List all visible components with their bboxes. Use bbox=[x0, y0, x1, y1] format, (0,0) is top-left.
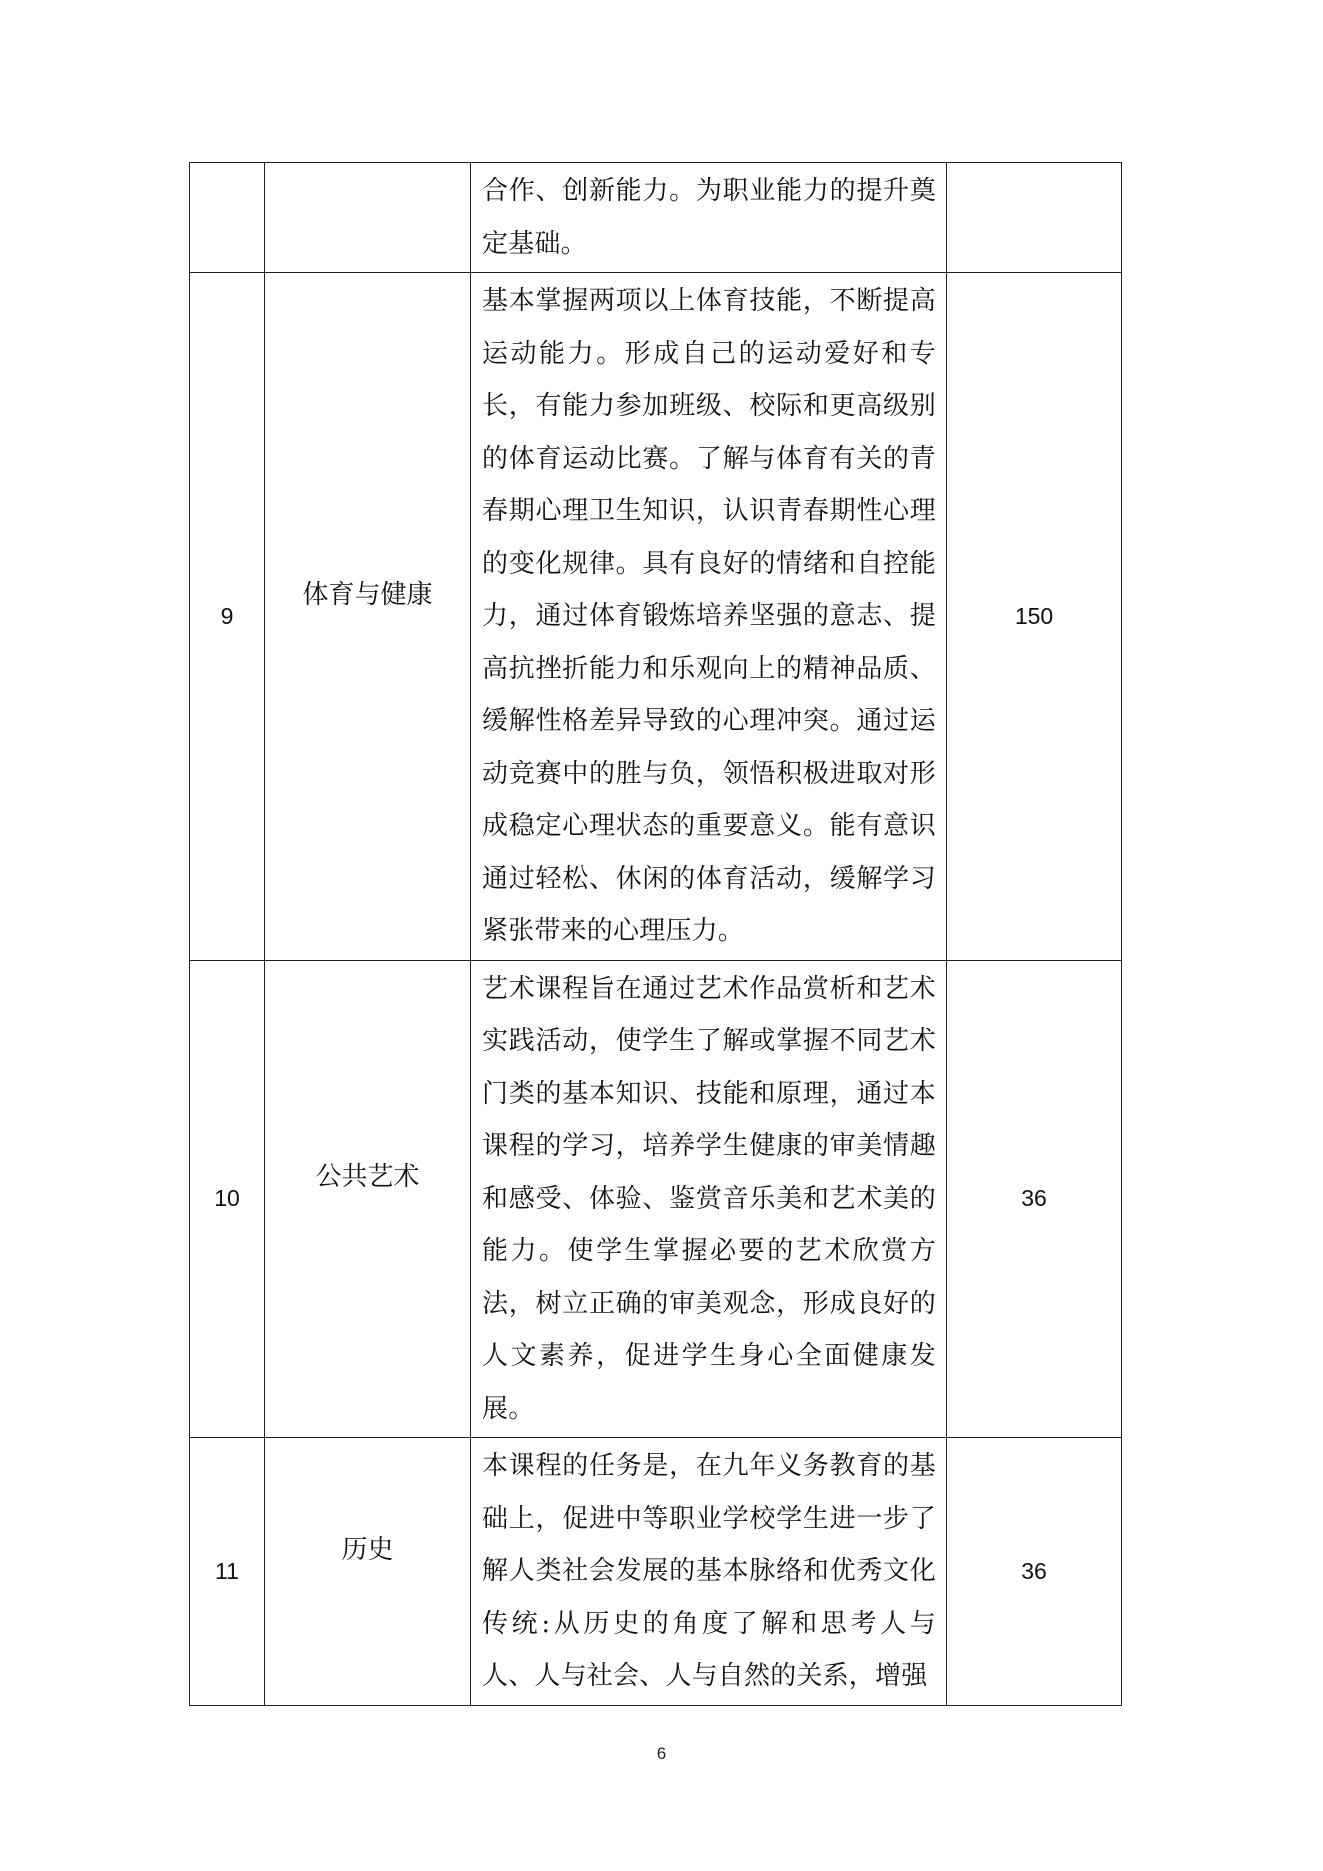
course-description: 基本掌握两项以上体育技能，不断提高运动能力。形成自己的运动爱好和专长，有能力参加班级、校际和更高级别的体育运动比赛。了解与体育有关的青春期心理卫生知识，认识青春期性心理的变化规律。具有良好的情绪和自控能力，通过体育锻炼培养坚强的意志、提高抗挫折能力和乐观向上的精神品质、缓解性格差异导致的心理冲突。通过运动竞赛中的胜与负，领悟积极进取对形成稳定心理状态的重要意义。能有意识通过轻松、休闲的体育活动，缓解学习紧张带来的心理压力。 bbox=[471, 273, 947, 961]
course-description: 合作、创新能力。为职业能力的提升奠定基础。 bbox=[471, 163, 947, 273]
course-table bbox=[189, 162, 1122, 1706]
table-row bbox=[190, 273, 1122, 961]
course-name bbox=[265, 163, 471, 273]
course-number: 11 bbox=[190, 1438, 265, 1706]
course-name bbox=[265, 273, 471, 961]
course-description: 本课程的任务是，在九年义务教育的基础上，促进中等职业学校学生进一步了解人类社会发展的基本脉络和优秀文化传统:从历史的角度了解和思考人与人、人与社会、人与自然的关系，增强 bbox=[471, 1438, 947, 1706]
course-name-text: 公共艺术 bbox=[315, 1162, 420, 1193]
table-row bbox=[190, 163, 1122, 273]
course-number bbox=[190, 163, 265, 273]
table-row bbox=[190, 1438, 1122, 1706]
page-number: 6 bbox=[656, 1744, 667, 1763]
table-row bbox=[190, 960, 1122, 1438]
course-hours: 36 bbox=[947, 960, 1122, 1438]
course-name bbox=[265, 960, 471, 1438]
course-hours bbox=[947, 163, 1122, 273]
course-number: 9 bbox=[190, 273, 265, 961]
course-number: 10 bbox=[190, 960, 265, 1438]
course-hours: 150 bbox=[947, 273, 1122, 961]
course-name bbox=[265, 1438, 471, 1706]
course-hours: 36 bbox=[947, 1438, 1122, 1706]
course-description: 艺术课程旨在通过艺术作品赏析和艺术实践活动，使学生了解或掌握不同艺术门类的基本知识、技能和原理，通过本课程的学习，培养学生健康的审美情趣和感受、体验、鉴赏音乐美和艺术美的能力。使学生掌握必要的艺术欣赏方法，树立正确的审美观念，形成良好的人文素养，促进学生身心全面健康发展。 bbox=[471, 960, 947, 1438]
course-name-text: 历史 bbox=[341, 1534, 394, 1565]
course-name-text: 体育与健康 bbox=[302, 579, 433, 610]
